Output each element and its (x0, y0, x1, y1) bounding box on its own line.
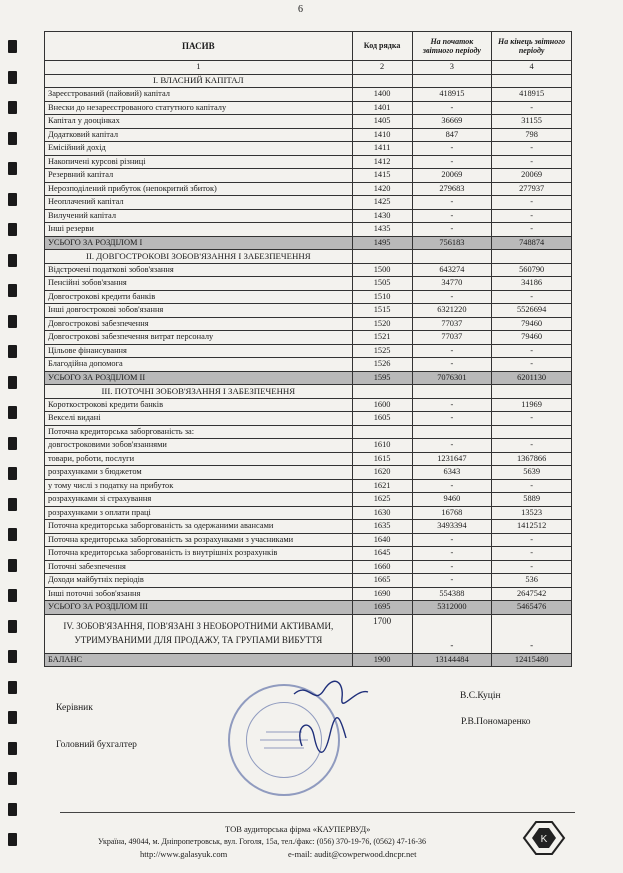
row-code: 1645 (352, 547, 412, 561)
row-name: Довгострокові забезпечення витрат персоналу (45, 331, 353, 345)
table-row (45, 587, 572, 601)
table-row (45, 290, 572, 304)
binding-hole (8, 345, 17, 358)
row-begin-value: 847 (412, 128, 492, 142)
row-code: 1595 (352, 371, 412, 385)
empty-cell (352, 250, 412, 264)
head-label: Керівник (56, 703, 93, 713)
row-name: IV. ЗОБОВ'ЯЗАННЯ, ПОВ'ЯЗАНІ З НЕОБОРОТНИМИ АКТИВАМИ, УТРИМУВАНИМИ ДЛЯ ПРОДАЖУ, ТА ГРУПАМИ ВИБУТТЯ (45, 614, 353, 653)
footer-firm: ТОВ аудиторська фірма «КАУПЕРВУД» (225, 824, 371, 834)
row-name: Поточна кредиторська заборгованість за розрахунками з учасниками (45, 533, 353, 547)
table-row (45, 263, 572, 277)
row-begin-value: 279683 (412, 182, 492, 196)
table-row (45, 209, 572, 223)
row-begin-value: 34770 (412, 277, 492, 291)
row-code: 1411 (352, 142, 412, 156)
binding-hole (8, 467, 17, 480)
row-begin-value: - (412, 358, 492, 372)
row-code: 1605 (352, 412, 412, 426)
row-name: Довгострокові кредити банків (45, 290, 353, 304)
row-begin-value: 6343 (412, 466, 492, 480)
row-end-value: - (492, 196, 572, 210)
row-code: 1525 (352, 344, 412, 358)
row-end-value (492, 425, 572, 439)
row-end-value: - (492, 560, 572, 574)
binding-hole (8, 711, 17, 724)
balance-liabilities-table (44, 31, 572, 667)
row-begin-value: - (412, 560, 492, 574)
row-end-value: 20069 (492, 169, 572, 183)
row-begin-value: 77037 (412, 331, 492, 345)
row-end-value: 31155 (492, 115, 572, 129)
table-row (45, 88, 572, 102)
row-end-value: 5526694 (492, 304, 572, 318)
binding-hole (8, 193, 17, 206)
footer-address: Україна, 49044, м. Дніпропетровськ, вул. Гоголя, 15а, тел./факс: (056) 370-19-76, (0562) 47-16-36 (98, 837, 427, 846)
row-name: Поточна кредиторська заборгованість за одержаними авансами (45, 520, 353, 534)
row-end-value: 1367866 (492, 452, 572, 466)
binding-hole (8, 284, 17, 297)
row-code: 1630 (352, 506, 412, 520)
row-end-value: 798 (492, 128, 572, 142)
binding-hole (8, 833, 17, 846)
row-name: УСЬОГО ЗА РОЗДІЛОМ ІІ (45, 371, 353, 385)
row-end-value: 5889 (492, 493, 572, 507)
row-begin-value: - (412, 439, 492, 453)
binding-hole (8, 406, 17, 419)
row-code: 1620 (352, 466, 412, 480)
row-end-value: 1412512 (492, 520, 572, 534)
row-end-value: - (492, 155, 572, 169)
binding-hole (8, 772, 17, 785)
row-begin-value: - (412, 479, 492, 493)
row-end-value: 6201130 (492, 371, 572, 385)
binding-hole (8, 376, 17, 389)
spiral-binding (0, 0, 26, 873)
row-begin-value: - (412, 155, 492, 169)
row-begin-value: 1231647 (412, 452, 492, 466)
table-row (45, 304, 572, 318)
row-end-value: - (492, 547, 572, 561)
table-row (45, 182, 572, 196)
page-number: 6 (298, 4, 303, 15)
row-begin-value: - (412, 223, 492, 237)
row-end-value: - (492, 142, 572, 156)
binding-hole (8, 132, 17, 145)
table-row (45, 128, 572, 142)
binding-hole (8, 681, 17, 694)
binding-hole (8, 315, 17, 328)
row-begin-value: - (412, 344, 492, 358)
table-row (45, 101, 572, 115)
row-code: 1410 (352, 128, 412, 142)
row-name: Цільове фінансування (45, 344, 353, 358)
row-end-value: 13523 (492, 506, 572, 520)
footer-email: e-mail: audit@cowperwood.dncpr.net (288, 849, 417, 859)
row-name: Короткострокові кредити банків (45, 398, 353, 412)
table-row (45, 358, 572, 372)
row-begin-value: 418915 (412, 88, 492, 102)
binding-hole (8, 528, 17, 541)
row-end-value: 12415480 (492, 653, 572, 667)
row-code: 1430 (352, 209, 412, 223)
section-title: І. ВЛАСНИЙ КАПІТАЛ (45, 74, 353, 88)
empty-cell (412, 385, 492, 399)
row-code: 1665 (352, 574, 412, 588)
section-title: ІІІ. ПОТОЧНІ ЗОБОВ'ЯЗАННЯ І ЗАБЕЗПЕЧЕННЯ (45, 385, 353, 399)
row-name: Емісійний дохід (45, 142, 353, 156)
col-code-header: Код рядка (352, 32, 412, 61)
empty-cell (492, 385, 572, 399)
col-num-3: 3 (412, 61, 492, 75)
col-num-1: 1 (45, 61, 353, 75)
empty-cell (492, 74, 572, 88)
table-row (45, 344, 572, 358)
binding-hole (8, 40, 17, 53)
table-row (45, 439, 572, 453)
row-code: 1521 (352, 331, 412, 345)
table-row (45, 479, 572, 493)
row-name: товари, роботи, послуги (45, 452, 353, 466)
section-title: ІІ. ДОВГОСТРОКОВІ ЗОБОВ'ЯЗАННЯ І ЗАБЕЗПЕЧЕННЯ (45, 250, 353, 264)
col-begin-header: На початок звітного періоду (412, 32, 492, 61)
row-begin-value: - (412, 142, 492, 156)
row-name: Пенсійні зобов'язання (45, 277, 353, 291)
binding-hole (8, 437, 17, 450)
binding-hole (8, 71, 17, 84)
table-row (45, 547, 572, 561)
row-code: 1660 (352, 560, 412, 574)
footer (60, 812, 575, 863)
row-end-value: - (492, 101, 572, 115)
binding-hole (8, 223, 17, 236)
row-end-value: - (492, 533, 572, 547)
row-code: 1615 (352, 452, 412, 466)
col-name-header: ПАСИВ (45, 32, 353, 61)
row-code: 1520 (352, 317, 412, 331)
row-code: 1420 (352, 182, 412, 196)
row-end-value: 418915 (492, 88, 572, 102)
table-row (45, 533, 572, 547)
section-total-row (45, 236, 572, 250)
row-code: 1412 (352, 155, 412, 169)
row-name: Відстрочені податкові зобов'язання (45, 263, 353, 277)
row-begin-value: - (412, 547, 492, 561)
row-name: розрахунками з бюджетом (45, 466, 353, 480)
table-row (45, 506, 572, 520)
empty-cell (412, 250, 492, 264)
row-end-value: 560790 (492, 263, 572, 277)
section4-row (45, 614, 572, 653)
row-end-value: - (492, 614, 572, 653)
table-row (45, 142, 572, 156)
empty-cell (352, 74, 412, 88)
row-code: 1526 (352, 358, 412, 372)
row-name: Інші поточні зобов'язання (45, 587, 353, 601)
row-code: 1425 (352, 196, 412, 210)
table-row (45, 115, 572, 129)
row-begin-value: 643274 (412, 263, 492, 277)
binding-hole (8, 559, 17, 572)
row-end-value: - (492, 439, 572, 453)
row-begin-value: - (412, 209, 492, 223)
row-name: Додатковий капітал (45, 128, 353, 142)
row-begin-value: 756183 (412, 236, 492, 250)
table-row (45, 196, 572, 210)
row-begin-value: - (412, 614, 492, 653)
row-code: 1505 (352, 277, 412, 291)
row-code: 1700 (352, 614, 412, 653)
row-name: Інші довгострокові зобов'язання (45, 304, 353, 318)
row-name: Інші резерви (45, 223, 353, 237)
table-row (45, 466, 572, 480)
row-name: Благодійна допомога (45, 358, 353, 372)
row-code: 1510 (352, 290, 412, 304)
footer-web: http://www.galasyuk.com (140, 849, 228, 859)
row-name: Вилучений капітал (45, 209, 353, 223)
row-begin-value: - (412, 412, 492, 426)
row-end-value: 34186 (492, 277, 572, 291)
row-begin-value: - (412, 101, 492, 115)
row-code: 1401 (352, 101, 412, 115)
row-code: 1495 (352, 236, 412, 250)
row-name: Векселі видані (45, 412, 353, 426)
row-begin-value: - (412, 574, 492, 588)
table-row (45, 493, 572, 507)
row-begin-value: 3493394 (412, 520, 492, 534)
row-begin-value: 5312000 (412, 601, 492, 615)
table-row (45, 412, 572, 426)
binding-hole (8, 101, 17, 114)
table-row (45, 155, 572, 169)
row-name: Поточна кредиторська заборгованість за: (45, 425, 353, 439)
section-title-row (45, 250, 572, 264)
table-row (45, 277, 572, 291)
row-end-value: - (492, 358, 572, 372)
row-begin-value: 9460 (412, 493, 492, 507)
row-name: Накопичені курсові різниці (45, 155, 353, 169)
binding-hole (8, 742, 17, 755)
row-begin-value (412, 425, 492, 439)
row-name: Резервний капітал (45, 169, 353, 183)
row-code: 1695 (352, 601, 412, 615)
row-end-value: 277937 (492, 182, 572, 196)
row-begin-value: 13144484 (412, 653, 492, 667)
row-begin-value: 7076301 (412, 371, 492, 385)
row-code: 1610 (352, 439, 412, 453)
row-name: Поточна кредиторська заборгованість із внутрішніх розрахунків (45, 547, 353, 561)
row-end-value: 11969 (492, 398, 572, 412)
row-begin-value: 16768 (412, 506, 492, 520)
row-end-value: 536 (492, 574, 572, 588)
row-end-value: 5465476 (492, 601, 572, 615)
row-begin-value: 554388 (412, 587, 492, 601)
row-begin-value: 36669 (412, 115, 492, 129)
row-end-value: - (492, 479, 572, 493)
row-end-value: 5639 (492, 466, 572, 480)
row-begin-value: - (412, 398, 492, 412)
row-code: 1415 (352, 169, 412, 183)
row-end-value: 79460 (492, 331, 572, 345)
col-num-2: 2 (352, 61, 412, 75)
row-begin-value: 77037 (412, 317, 492, 331)
row-begin-value: 6321220 (412, 304, 492, 318)
row-code: 1405 (352, 115, 412, 129)
row-name: Поточні забезпечення (45, 560, 353, 574)
table-body (45, 74, 572, 667)
col-end-header: На кінець звітного періоду (492, 32, 572, 61)
col-num-4: 4 (492, 61, 572, 75)
section-title-row (45, 385, 572, 399)
row-name: розрахунками з оплати праці (45, 506, 353, 520)
row-name: УСЬОГО ЗА РОЗДІЛОМ І (45, 236, 353, 250)
table-row (45, 169, 572, 183)
table-row (45, 317, 572, 331)
row-name: у тому числі з податку на прибуток (45, 479, 353, 493)
row-name: Капітал у дооцінках (45, 115, 353, 129)
row-end-value: - (492, 209, 572, 223)
section-title-row (45, 74, 572, 88)
row-end-value: - (492, 412, 572, 426)
binding-hole (8, 162, 17, 175)
handwritten-signature (284, 676, 374, 766)
section-total-row (45, 371, 572, 385)
row-end-value: - (492, 223, 572, 237)
row-name: БАЛАНС (45, 653, 353, 667)
binding-hole (8, 498, 17, 511)
table-row (45, 425, 572, 439)
table-row (45, 398, 572, 412)
table-row (45, 520, 572, 534)
row-code: 1640 (352, 533, 412, 547)
row-code (352, 425, 412, 439)
row-name: розрахунками зі страхування (45, 493, 353, 507)
row-name: Нерозподілений прибуток (непокритий збиток) (45, 182, 353, 196)
row-code: 1621 (352, 479, 412, 493)
binding-hole (8, 620, 17, 633)
table-row (45, 560, 572, 574)
accountant-label: Головний бухгалтер (56, 740, 137, 750)
row-name: Зареєстрований (пайовий) капітал (45, 88, 353, 102)
row-name: Доходи майбутніх періодів (45, 574, 353, 588)
binding-hole (8, 589, 17, 602)
row-end-value: - (492, 344, 572, 358)
row-name: Внески до незареєстрованого статутного капіталу (45, 101, 353, 115)
row-begin-value: - (412, 533, 492, 547)
row-code: 1435 (352, 223, 412, 237)
row-code: 1635 (352, 520, 412, 534)
balance-total-row (45, 653, 572, 667)
row-code: 1690 (352, 587, 412, 601)
row-name: Довгострокові забезпечення (45, 317, 353, 331)
accountant-name: Р.В.Пономаренко (461, 717, 531, 727)
row-begin-value: - (412, 290, 492, 304)
row-code: 1600 (352, 398, 412, 412)
row-code: 1625 (352, 493, 412, 507)
row-name: довгостроковими зобов'язаннями (45, 439, 353, 453)
row-name: Неоплачений капітал (45, 196, 353, 210)
row-end-value: 2647542 (492, 587, 572, 601)
empty-cell (352, 385, 412, 399)
row-code: 1900 (352, 653, 412, 667)
table-row (45, 331, 572, 345)
row-code: 1400 (352, 88, 412, 102)
binding-hole (8, 254, 17, 267)
row-end-value: 748874 (492, 236, 572, 250)
head-name: В.С.Куцін (460, 691, 501, 701)
binding-hole (8, 803, 17, 816)
cowperwood-logo-icon (522, 818, 566, 858)
row-name: УСЬОГО ЗА РОЗДІЛОМ ІІІ (45, 601, 353, 615)
empty-cell (412, 74, 492, 88)
table-row (45, 223, 572, 237)
table-row (45, 574, 572, 588)
row-code: 1515 (352, 304, 412, 318)
row-end-value: 79460 (492, 317, 572, 331)
row-begin-value: 20069 (412, 169, 492, 183)
svg-text:K: K (540, 834, 548, 845)
empty-cell (492, 250, 572, 264)
row-begin-value: - (412, 196, 492, 210)
binding-hole (8, 650, 17, 663)
row-code: 1500 (352, 263, 412, 277)
row-end-value: - (492, 290, 572, 304)
table-row (45, 452, 572, 466)
section-total-row (45, 601, 572, 615)
